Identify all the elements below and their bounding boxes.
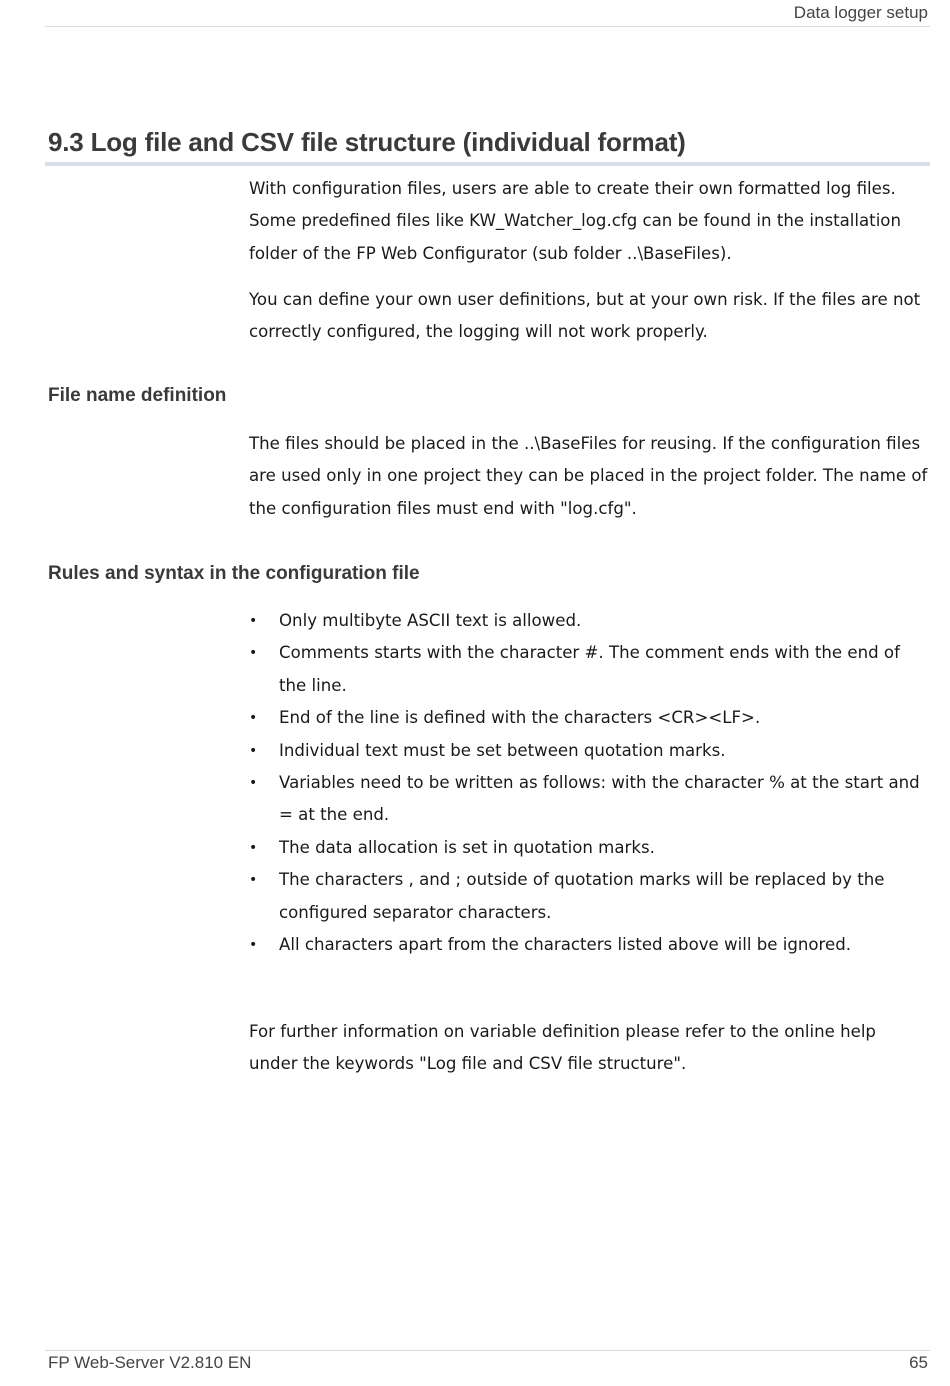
bullet-icon: •: [249, 775, 258, 792]
list-item: [249, 864, 929, 929]
bullet-icon: •: [249, 645, 258, 662]
bullet-icon: •: [249, 613, 258, 629]
rules-heading: Rules and syntax in the configuration file: [48, 563, 420, 584]
bullet-icon: •: [249, 742, 258, 759]
list-item-text: Individual text must be set between quotation marks.: [279, 740, 726, 760]
bullet-icon: •: [249, 710, 258, 727]
file-name-definition-text: The files should be placed in the ..\BaseFiles for reusing. If the configuration files are used only in one project they can be placed in the project folder. The name of the configuration files must end with "log.cfg".: [249, 434, 928, 518]
list-item: [249, 637, 929, 702]
further-info-text: For further information on variable definition please refer to the online help under the keywords "Log file and CSV file structure".: [249, 1022, 876, 1074]
list-item-text: Variables need to be written as follows: with the character % at the start and = at the end.: [279, 773, 920, 825]
intro-block: [249, 173, 929, 270]
file-name-definition-heading: File name definition: [48, 385, 227, 406]
intro-paragraph: You can define your own user definitions, but at your own risk. If the files are not correctly configured, the logging will not work properly.: [249, 290, 921, 342]
file-name-definition-block: [249, 428, 929, 525]
section-title: 9.3 Log file and CSV file structure (individual format): [48, 127, 686, 157]
list-item: [249, 605, 929, 637]
list-item-text: End of the line is defined with the characters <CR><LF>.: [279, 708, 761, 728]
intro-paragraph: With configuration files, users are able to create their own formatted log files. Some predefined files like KW_Watcher_log.cfg can be found in the installation folder of the FP Web Configurator (sub folder ..\BaseFiles).: [249, 179, 901, 263]
bullet-icon: •: [249, 839, 258, 856]
further-info-block: [249, 1016, 929, 1081]
bullet-icon: •: [249, 872, 258, 889]
list-item-text: The data allocation is set in quotation marks.: [279, 837, 655, 857]
page-number: 65: [909, 1353, 928, 1372]
list-item-text: All characters apart from the characters listed above will be ignored.: [279, 935, 852, 955]
intro-warning-block: [249, 284, 929, 349]
list-item-text: Only multibyte ASCII text is allowed.: [279, 611, 582, 630]
title-underline: [45, 162, 930, 166]
rules-list: [249, 605, 929, 961]
bullet-icon: •: [249, 937, 258, 954]
list-item: [249, 832, 929, 864]
list-item: [249, 735, 929, 767]
running-header: Data logger setup: [793, 3, 928, 22]
footer-rule: [45, 1350, 930, 1351]
list-item: [249, 767, 929, 832]
footer-document-name: FP Web-Server V2.810 EN: [48, 1353, 252, 1372]
list-item-text: The characters , and ; outside of quotation marks will be replaced by the configured separator characters.: [279, 870, 885, 922]
list-item-text: Comments starts with the character #. The comment ends with the end of the line.: [279, 643, 900, 695]
header-rule: [45, 26, 930, 27]
list-item: [249, 929, 929, 961]
list-item: [249, 702, 929, 734]
